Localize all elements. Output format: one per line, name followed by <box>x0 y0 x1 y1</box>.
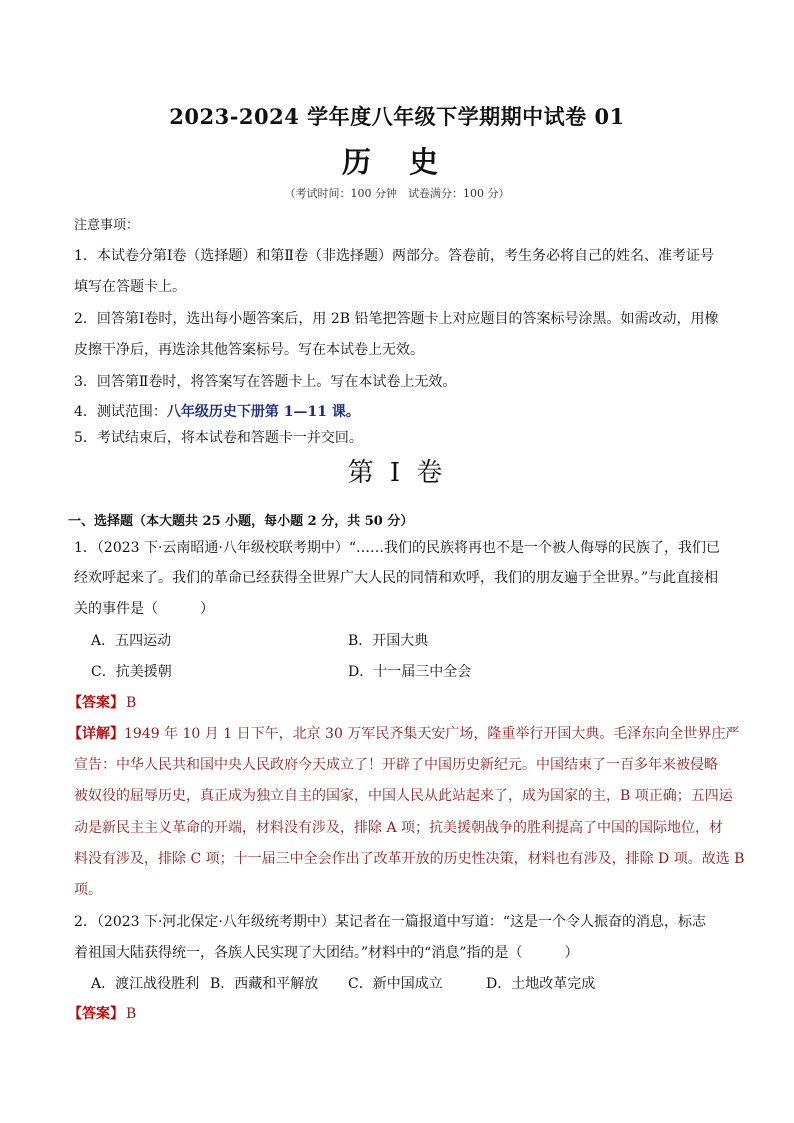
q2-option-d: D．土地改革完成 <box>486 976 596 992</box>
q1-detail-label: 【详解】 <box>68 726 124 742</box>
section-title: 第 I 卷 <box>347 458 447 488</box>
note-4-scope: 八年级历史下册第 1—11 课。 <box>166 404 360 420</box>
q2-option-c: C．新中国成立 <box>348 976 443 992</box>
q1-detail-line-1 <box>68 724 740 744</box>
q1-option-a: A．五四运动 <box>91 633 172 649</box>
q1-option-b: B．开国大典 <box>348 633 429 649</box>
q1-answer-value: B <box>126 695 137 711</box>
q2-option-a: A．渡江战役胜利 <box>91 976 200 992</box>
q2-answer-value: B <box>126 1006 137 1022</box>
exam-title: 2023-2024 学年度八年级下学期期中试卷 01 <box>169 104 625 129</box>
note-2-line-2: 皮擦干净后，再选涂其他答案标号。写在本试卷上无效。 <box>74 342 424 358</box>
q1-detail-line-4: 动是新民主主义革命的开端，材料没有涉及，排除 A 项；抗美援朝战争的胜利提高了中国的国际地位，材 <box>74 820 724 836</box>
note-3: 3．回答第Ⅱ卷时，将答案写在答题卡上。写在本试卷上无效。 <box>74 374 457 390</box>
q2-answer-label: 【答案】 <box>68 1006 124 1022</box>
q1-detail-line-5: 料没有涉及，排除 C 项；十一届三中全会作出了改革开放的历史性决策，材料也有涉及，排除 D 项。故选 B <box>74 851 745 867</box>
notes-heading: 注意事项： <box>74 218 140 233</box>
subject-title: 历 史 <box>341 145 453 179</box>
q2-option-b: B．西藏和平解放 <box>210 976 319 992</box>
note-1-line-2: 填写在答题卡上。 <box>74 279 186 295</box>
note-1-line-1: 1．本试卷分第Ⅰ卷（选择题）和第Ⅱ卷（非选择题）两部分。答卷前，考生务必将自己的姓名、准考证号 <box>74 248 714 264</box>
q2-stem-line-2: 着祖国大陆获得统一，各族人民实现了大团结。”材料中的“消息”指的是（ ） <box>74 945 579 961</box>
q1-stem-line-3: 关的事件是（ ） <box>74 601 214 617</box>
q1-option-c: C．抗美援朝 <box>91 664 172 680</box>
note-4-prefix: 4．测试范围： <box>74 404 167 420</box>
q2-stem-line-1: 2．（2023 下·河北保定·八年级统考期中）某记者在一篇报道中写道：“这是一个令人振奋的消息，标志 <box>74 914 707 930</box>
note-2-line-1: 2．回答第Ⅰ卷时，选出每小题答案后，用 2B 铅笔把答题卡上对应题目的答案标号涂黑。如需改动，用橡 <box>74 311 719 327</box>
q1-detail-line-2: 宣告：中华人民共和国中央人民政府今天成立了！开辟了中国历史新纪元。中国结束了一百多年来被侵略 <box>74 757 718 773</box>
note-5: 5．考试结束后，将本试卷和答题卡一并交回。 <box>74 430 363 446</box>
exam-info: （考试时间：100 分钟 试卷满分：100 分） <box>284 187 510 200</box>
q1-answer <box>68 693 718 713</box>
q1-detail-line-3: 被奴役的屈辱历史，真正成为独立自主的国家，中国人民从此站起来了，成为国家的主，B 项正确；五四运 <box>74 788 733 804</box>
q1-detail-text-1: 1949 年 10 月 1 日下午，北京 30 万军民齐集天安广场，隆重举行开国大典。毛泽东向全世界庄严 <box>124 726 740 742</box>
q1-answer-label: 【答案】 <box>68 695 124 711</box>
q1-stem-line-2: 经欢呼起来了。我们的革命已经获得全世界广大人民的同情和欢呼，我们的朋友遍于全世界。”与此直接相 <box>74 570 719 586</box>
q1-detail-line-6: 项。 <box>74 882 102 898</box>
q1-stem-line-1: 1．（2023 下·云南昭通·八年级校联考期中）“……我们的民族将再也不是一个被人侮辱的民族了，我们已 <box>74 540 721 556</box>
q2-answer <box>68 1004 718 1024</box>
q1-option-d: D．十一届三中全会 <box>348 664 472 680</box>
note-4 <box>74 402 724 422</box>
part1-heading: 一、选择题（本大题共 25 小题，每小题 2 分，共 50 分） <box>68 514 414 529</box>
